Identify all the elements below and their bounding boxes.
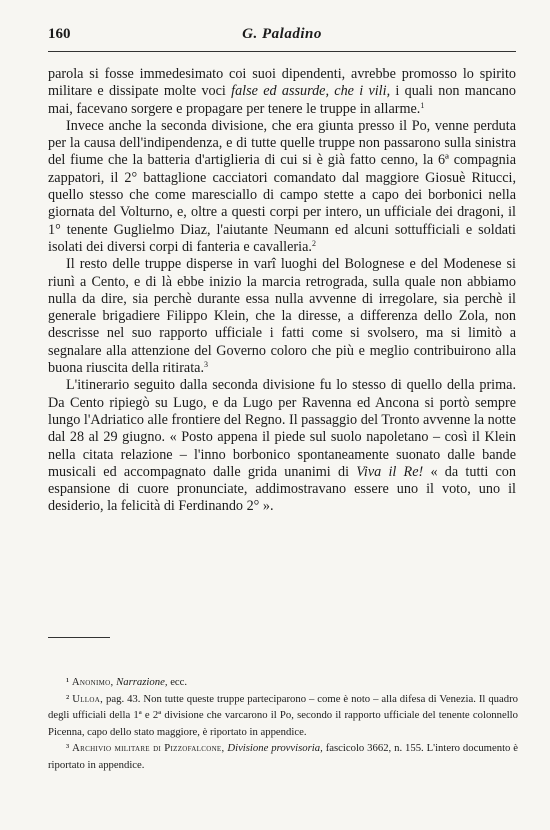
footnotes (48, 674, 518, 773)
footnote-2: ² Ulloa, pag. 43. Non tutte queste truppe parteciparono – come è noto – alla difesa di Venezia. Il quadro degli ufficiali della 1ª e 2ª divisione che varcarono il Po, secondo il rapporto ufficiale del tenente colonnello Picenna, capo dello stato maggiore, è riportato in appendice. (48, 692, 518, 738)
footnote-ref-1: 1 (420, 100, 425, 110)
main-text (48, 66, 516, 516)
running-header (48, 26, 516, 48)
footnote-3: ³ Archivio militare di Pizzofalcone, Divisione provvisoria, fascicolo 3662, n. 155. L'intero documento è riportato in appendice. (48, 742, 519, 771)
footnote-separator (48, 637, 110, 638)
paragraph-1: parola si fosse immedesimato coi suoi dipendenti, avrebbe promosso lo spirito militare e dissipate molte voci false ed assurde, che i vili, i quali non mancano mai, facevano sorgere e propagare per tenere le truppe in allarme.$^1$ (48, 66, 516, 117)
header-rule (48, 51, 516, 52)
footnote-1: ¹ Anonimo, Narrazione, ecc. (66, 676, 188, 688)
footnote-ref-3: 3 (204, 360, 209, 370)
page-number: 160 (48, 26, 71, 42)
footnote-ref-2: 2 (311, 238, 316, 248)
paragraph-3: Il resto delle truppe disperse in varî luoghi del Bolognese e del Modenese si riunì a Cento, e di là ebbe inizio la marcia retrograda, sulla quale non abbiamo nulla da dire, sia perchè durante essa nulla avvenne di irregolare, sia perchè il generale brigadiere Filippo Klein, che la diresse, a differenza dello Zola, non descrisse nel suo rapporto ufficiale i fatti come si svolsero, ma si limitò a segnalare alla attenzione del Governo coloro che più e meglio contribuirono alla buona riuscita della ritirata.$^3$ (48, 256, 516, 377)
running-head-author: G. Paladino (242, 26, 322, 42)
paragraph-4: L'itinerario seguito dalla seconda divisione fu lo stesso di quello della prima. Da Cento ripiegò su Lugo, e da Lugo per Ravenna ed Ancona si portò sempre lungo l'Adriatico alle frontiere del Regno. Il passaggio del Tronto avvenne la notte dal 28 al 29 giugno. « Posto appena il piede sul suolo napoletano – così il Klein nella citata relazione – l'inno borbonico spontaneamente suonato dalle bande musicali ed accompagnato dalle grida unanimi di Viva il Re! « da tutti con espansione di cuore pronunciate, addimostravano essere uno il voto, uno il desiderio, la felicità di Ferdinando 2° ». (48, 377, 516, 515)
paragraph-2: Invece anche la seconda divisione, che era giunta presso il Po, venne perduta per la causa dell'indipendenza, e di tutte quelle truppe non passarono sulla sinistra del fiume che la batteria d'artiglieria di cui si è già fatto cenno, la 6ª compagnia zappatori, il 2° battaglione cacciatori comandato dal maggiore Giosuè Ritucci, quello stesso che come maresciallo di campo stette a capo dei borbonici nella giornata del Volturno, e, oltre a questi corpi per intero, un ufficiale dei dragoni, il 1° tenente Guglielmo Diaz, l'aiutante Neumann ed alcuni sottufficiali e soldati isolati dei diversi corpi di fanteria e cavalleria.$^2$ (48, 117, 516, 255)
